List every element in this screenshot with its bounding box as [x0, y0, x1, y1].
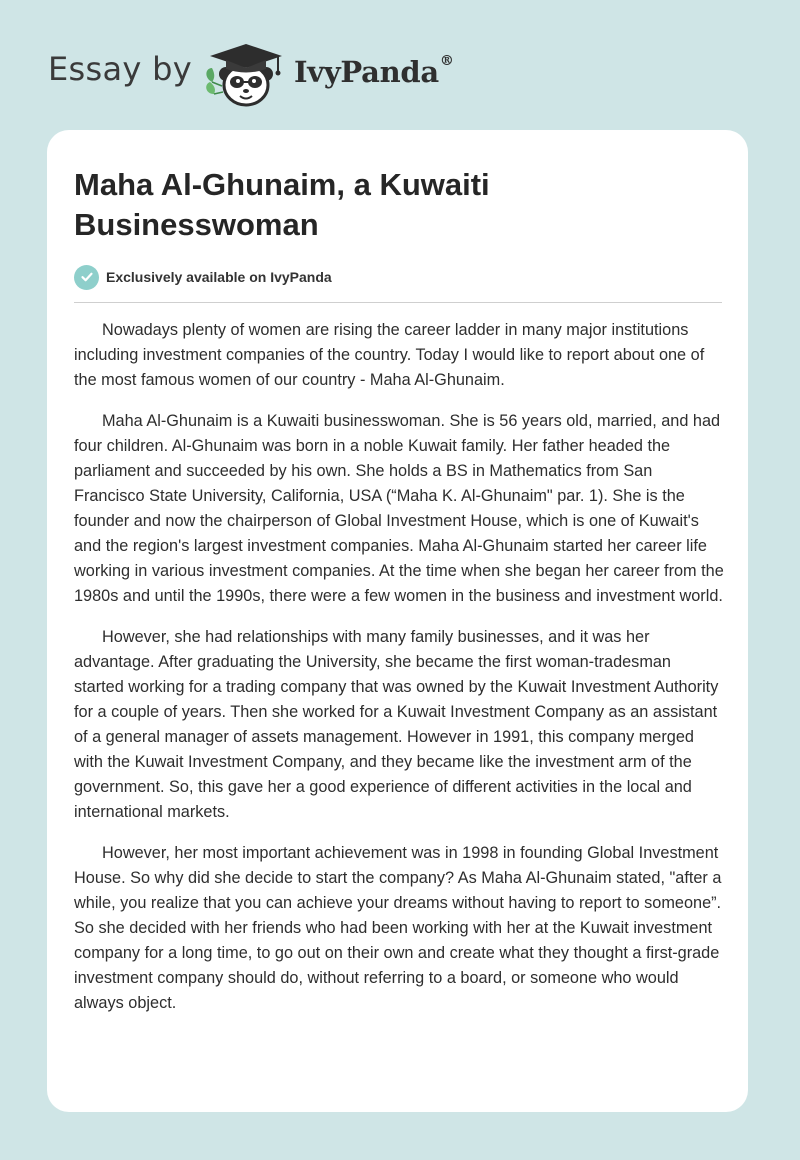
- divider: [74, 302, 722, 303]
- brand-name-text: IvyPanda: [294, 55, 439, 89]
- paragraph-1: Nowadays plenty of women are rising the career ladder in many major institutions including investment companies of the country. Today I would like to report about one of the most famous women of our country - Maha Al-Ghunaim.: [74, 321, 705, 389]
- essay-body: [74, 318, 724, 1032]
- page-title: Maha Al-Ghunaim, a Kuwaiti Businesswoman: [74, 167, 490, 242]
- check-circle-icon: [74, 265, 99, 290]
- essay-by-label: Essay by: [48, 50, 192, 88]
- paragraph-3: However, she had relationships with many family businesses, and it was her advantage. After graduating the University, she became the first woman-tradesman started working for a trading company that was owned by the Kuwait Investment Authority for a couple of years. Then she worked for a Kuwait Investment Company as an assistant of a general manager of assets management. However in 1991, this company merged with the Kuwait Investment Company, and they became like the investment arm of the government. So, this gave her a good experience of different activities in the local and international markets.: [74, 628, 719, 821]
- registered-mark: ®: [439, 53, 454, 69]
- essay-card: [47, 130, 748, 1112]
- site-header: [0, 0, 800, 130]
- brand-name[interactable]: [294, 55, 454, 89]
- paragraph-2: Maha Al-Ghunaim is a Kuwaiti businesswoman. She is 56 years old, married, and had four children. Al-Ghunaim was born in a noble Kuwait family. Her father headed the parliament and succeeded by his own. She holds a BS in Mathematics from San Francisco State University, California, USA (“Maha K. Al-Ghunaim" par. 1). She is the founder and now the chairperson of Global Investment House, which is one of Kuwait's and the region's largest investment companies. Maha Al-Ghunaim started her career life working in various investment companies. At the time when she began her career from the 1980s and until the 1990s, there were a few women in the business and investment world.: [74, 412, 724, 605]
- exclusive-label: Exclusively available on IvyPanda: [106, 269, 332, 285]
- paragraph-4: However, her most important achievement was in 1998 in founding Global Investment House. So why did she decide to start the company? As Maha Al-Ghunaim stated, "after a while, you realize that you can achieve your dreams without having to report to someone”. So she decided with her friends who had been working with her at the Kuwait investment company for a long time, to go out on their own and create what they thought a first-grade investment company should do, without referring to a board, or someone who would always object.: [74, 844, 722, 1012]
- exclusive-badge: [74, 264, 332, 290]
- ivypanda-logo-icon[interactable]: [202, 38, 290, 110]
